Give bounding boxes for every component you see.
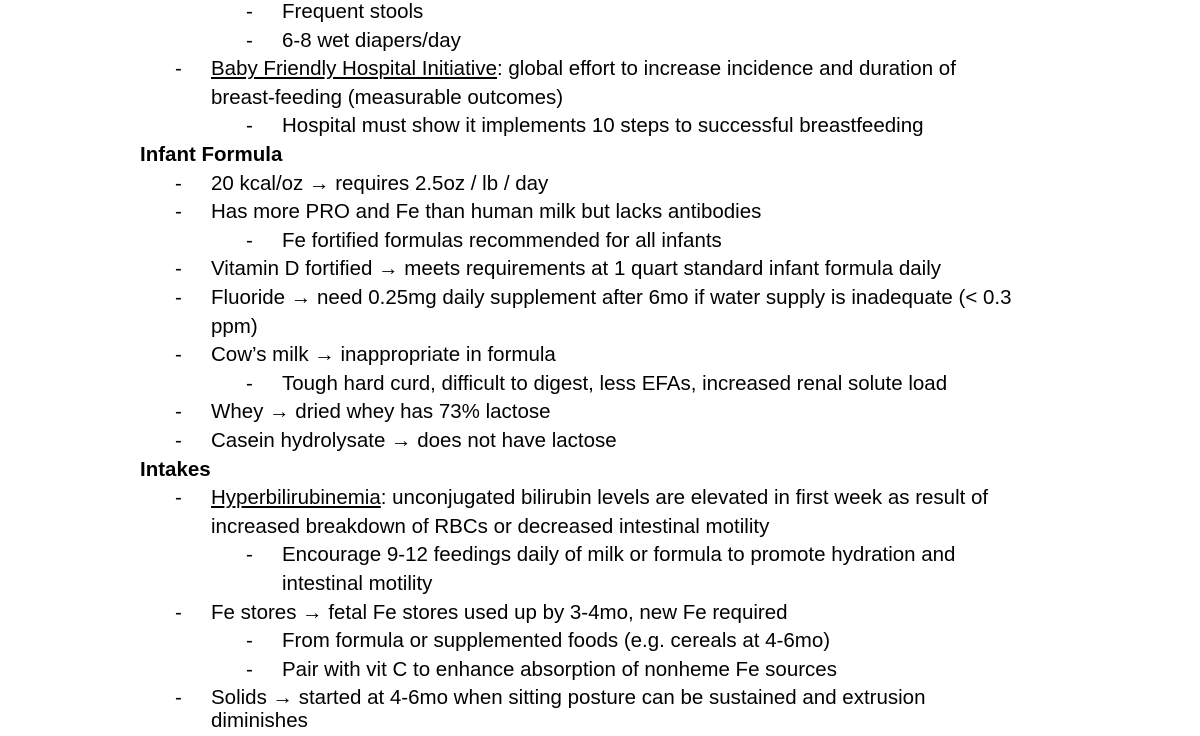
term-hyperbilirubinemia: Hyperbilirubinemia — [211, 486, 381, 510]
bullet-dash: - — [246, 371, 253, 395]
bullet-dash: - — [246, 657, 253, 681]
bullet-dash: - — [246, 543, 253, 567]
bullet-dash: - — [175, 600, 182, 624]
bullet-text: 6-8 wet diapers/day — [282, 28, 461, 52]
bullet-dash: - — [175, 343, 182, 367]
section-heading-infant-formula: Infant Formula — [140, 143, 283, 166]
bullet-dash: - — [175, 486, 182, 510]
bullet-dash: - — [246, 28, 253, 52]
bullet-text: Vitamin D fortified → meets requirements at 1 quart standard infant formula daily — [211, 257, 941, 281]
bullet-text-continued: ppm) — [211, 314, 258, 338]
bullet-text: Hospital must show it implements 10 steps to successful breastfeeding — [282, 114, 924, 138]
bullet-text — [211, 484, 988, 513]
bullet-text: Whey → dried whey has 73% lactose — [211, 400, 551, 424]
bullet-text: Fluoride → need 0.25mg daily supplement after 6mo if water supply is inadequate (< 0.3 — [211, 286, 1012, 309]
bullet-text-continued: intestinal motility — [282, 572, 433, 595]
bullet-text: Fe fortified formulas recommended for all infants — [282, 228, 722, 252]
bullet-text: Encourage 9-12 feedings daily of milk or formula to promote hydration and — [282, 543, 956, 567]
bullet-text: Cow’s milk → inappropriate in formula — [211, 343, 556, 367]
bullet-dash: - — [246, 0, 253, 23]
bullet-dash: - — [246, 228, 253, 252]
bullet-text: Fe stores → fetal Fe stores used up by 3-4mo, new Fe required — [211, 600, 788, 624]
bullet-text: Pair with vit C to enhance absorption of nonheme Fe sources — [282, 657, 837, 681]
bullet-dash: - — [175, 286, 182, 309]
bullet-text: From formula or supplemented foods (e.g. cereals at 4-6mo) — [282, 629, 831, 653]
bullet-text-continued: breast-feeding (measurable outcomes) — [211, 85, 564, 109]
bullet-dash: - — [246, 114, 253, 138]
bullet-dash: - — [175, 171, 182, 195]
bullet-dash: - — [175, 57, 182, 81]
bullet-text — [211, 55, 956, 84]
bullet-text: Solids → started at 4-6mo when sitting posture can be sustained and extrusion — [211, 686, 926, 710]
bullet-dash: - — [246, 629, 253, 653]
bullet-text: 20 kcal/oz → requires 2.5oz / lb / day — [211, 171, 549, 195]
bullet-text: Casein hydrolysate → does not have lactose — [211, 429, 617, 452]
hyperbilirubinemia-definition: : unconjugated bilirubin levels are elevated in first week as result of — [380, 486, 989, 510]
bullet-dash: - — [175, 400, 182, 424]
bullet-dash: - — [175, 257, 182, 281]
bullet-dash: - — [175, 686, 182, 710]
bullet-dash: - — [175, 200, 182, 224]
bullet-text: Tough hard curd, difficult to digest, less EFAs, increased renal solute load — [282, 371, 948, 395]
section-heading-intakes: Intakes — [140, 457, 211, 481]
term-bfhi: Baby Friendly Hospital Initiative — [211, 57, 497, 81]
bullet-dash: - — [175, 429, 182, 452]
bullet-text: Frequent stools — [282, 0, 424, 23]
bfhi-definition: : global effort to increase incidence and duration of — [497, 57, 956, 81]
bullet-text-continued: diminishes — [211, 709, 308, 732]
bullet-text-continued: increased breakdown of RBCs or decreased intestinal motility — [211, 514, 770, 538]
bullet-text: Has more PRO and Fe than human milk but lacks antibodies — [211, 200, 762, 224]
